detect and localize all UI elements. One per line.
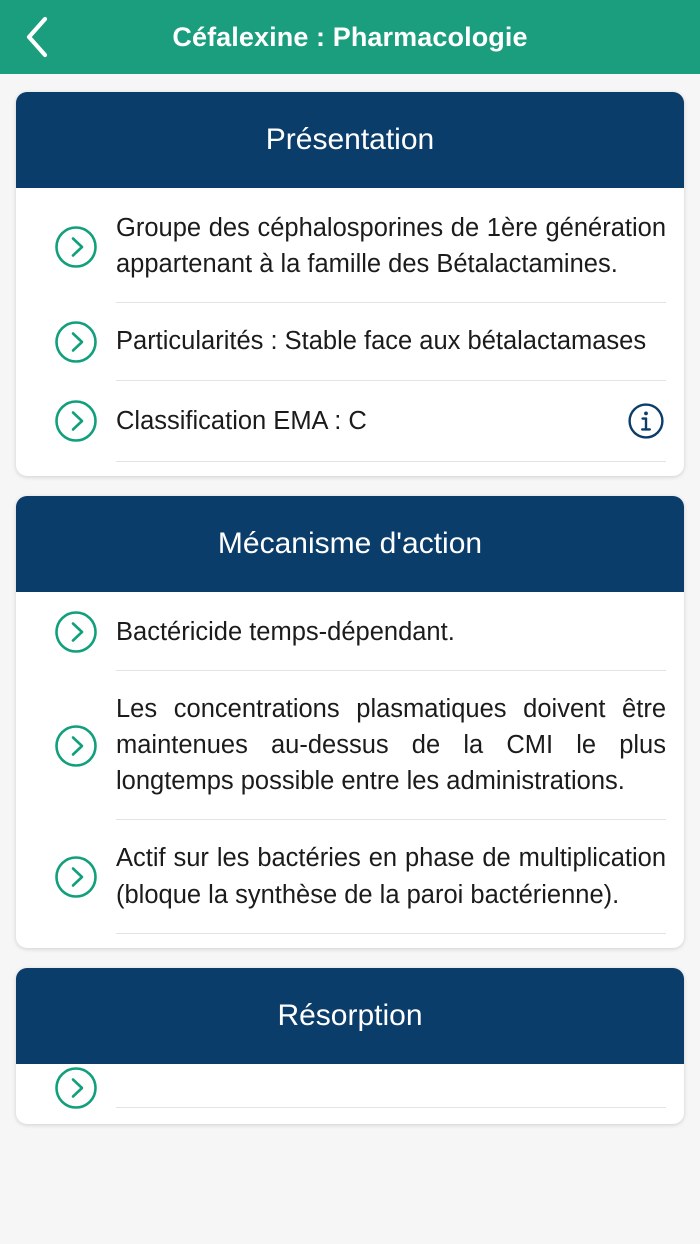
list-item-content bbox=[116, 1067, 666, 1108]
list-item[interactable] bbox=[34, 381, 666, 462]
card-list bbox=[16, 92, 684, 1124]
back-button[interactable] bbox=[14, 14, 60, 60]
scroll-content[interactable] bbox=[0, 74, 700, 1244]
list-item-content bbox=[116, 671, 666, 821]
app-bar bbox=[0, 0, 700, 74]
page-title: Céfalexine : Pharmacologie bbox=[172, 21, 528, 52]
section-card-body bbox=[16, 188, 684, 476]
section-card bbox=[16, 92, 684, 476]
list-item[interactable] bbox=[34, 303, 666, 380]
list-item-content bbox=[116, 190, 666, 303]
section-card bbox=[16, 968, 684, 1124]
chevron-right-circle-icon[interactable] bbox=[34, 320, 116, 364]
list-item[interactable] bbox=[34, 1066, 666, 1110]
chevron-left-icon bbox=[22, 15, 52, 59]
section-card-body bbox=[16, 1064, 684, 1124]
list-item-label: Particularités : Stable face aux bétalactamases bbox=[116, 327, 647, 356]
chevron-right-circle-icon[interactable] bbox=[34, 1066, 116, 1110]
chevron-right-circle-icon[interactable] bbox=[34, 399, 116, 443]
list-item[interactable] bbox=[34, 671, 666, 821]
list-item-label: Groupe des céphalosporines de 1ère génération appartenant à la famille des Bétalactamines. bbox=[116, 214, 666, 279]
section-card-body bbox=[16, 592, 684, 948]
section-card-title: Présentation bbox=[16, 92, 684, 188]
chevron-right-circle-icon[interactable] bbox=[34, 225, 116, 269]
list-item[interactable] bbox=[34, 820, 666, 933]
chevron-right-circle-icon[interactable] bbox=[34, 855, 116, 899]
list-item[interactable] bbox=[34, 594, 666, 671]
chevron-right-circle-icon[interactable] bbox=[34, 724, 116, 768]
list-item-label: Classification EMA : C bbox=[116, 406, 367, 435]
list-item[interactable] bbox=[34, 190, 666, 303]
chevron-right-circle-icon[interactable] bbox=[34, 610, 116, 654]
section-card-title: Mécanisme d'action bbox=[16, 496, 684, 592]
list-item-label: Actif sur les bactéries en phase de multiplication (bloque la synthèse de la paroi bactérienne). bbox=[116, 844, 666, 909]
section-card bbox=[16, 496, 684, 948]
list-item-label: Les concentrations plasmatiques doivent être maintenues au-dessus de la CMI le plus longtemps possible entre les administrations. bbox=[116, 694, 666, 796]
list-item-content bbox=[116, 820, 666, 933]
info-circle-icon[interactable] bbox=[626, 401, 666, 441]
list-item-content bbox=[116, 594, 666, 671]
list-item-label: Bactéricide temps-dépendant. bbox=[116, 617, 455, 646]
list-item-content bbox=[116, 303, 666, 380]
list-item-content bbox=[116, 381, 666, 462]
section-card-title: Résorption bbox=[16, 968, 684, 1064]
